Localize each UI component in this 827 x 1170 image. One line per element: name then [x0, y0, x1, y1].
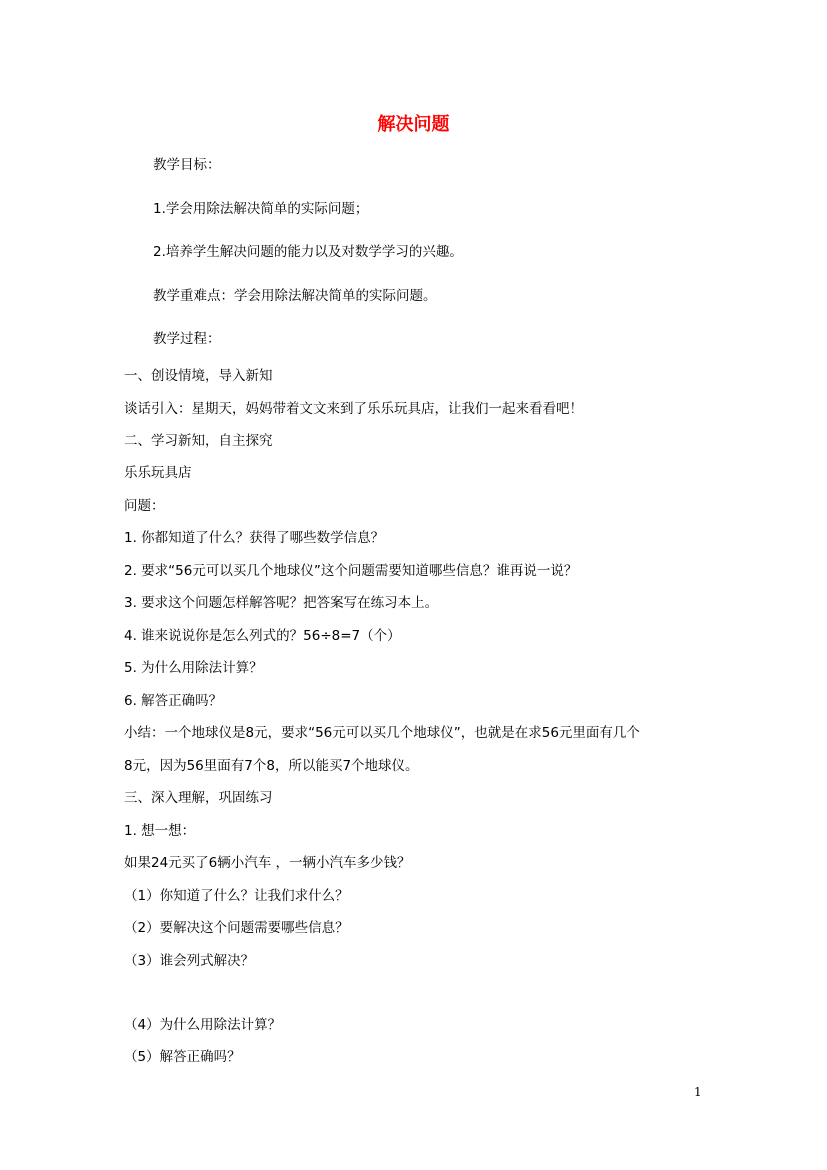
question-2: 2. 要求“56元可以买几个地球仪”这个问题需要知道哪些信息？谁再说一说？	[124, 563, 578, 579]
questions-label: 问题：	[124, 498, 165, 514]
question-4: 4. 谁来说说你是怎么列式的？56÷8=7（个）	[124, 628, 401, 644]
sub-question-5: （5）解答正确吗？	[124, 1049, 241, 1065]
practice-problem: 如果24元买了6辆小汽车 ，一辆小汽车多少钱？	[124, 855, 411, 871]
think-label: 1. 想一想：	[124, 823, 196, 839]
document-title: 解决问题	[377, 114, 450, 135]
summary-line-2: 8元，因为56里面有7个8，所以能买7个地球仪。	[124, 758, 419, 774]
page-number: 1	[694, 1085, 702, 1099]
objective-1: 1.学会用除法解决简单的实际问题；	[153, 201, 369, 217]
objectives-heading: 教学目标：	[153, 157, 221, 173]
summary-line-1: 小结：一个地球仪是8元，要求“56元可以买几个地球仪”，也就是在求56元里面有几个	[124, 725, 640, 741]
sub-question-3: （3）谁会列式解决？	[124, 953, 255, 969]
objective-2: 2.培养学生解决问题的能力以及对数学学习的兴趣。	[153, 244, 463, 260]
store-name: 乐乐玩具店	[124, 465, 192, 481]
question-1: 1. 你都知道了什么？获得了哪些数学信息？	[124, 530, 385, 546]
intro-paragraph: 谈话引入：星期天，妈妈带着文文来到了乐乐玩具店，让我们一起来看看吧！	[124, 401, 583, 417]
process-heading: 教学过程：	[153, 331, 221, 347]
question-6: 6. 解答正确吗？	[124, 693, 223, 709]
section-1-heading: 一、创设情境，导入新知	[124, 368, 273, 384]
sub-question-1: （1）你知道了什么？让我们求什么？	[124, 888, 349, 904]
question-3: 3. 要求这个问题怎样解答呢？把答案写在练习本上。	[124, 595, 439, 611]
sub-question-4: （4）为什么用除法计算？	[124, 1017, 282, 1033]
key-points: 教学重难点：学会用除法解决简单的实际问题。	[153, 288, 437, 304]
question-5: 5. 为什么用除法计算？	[124, 660, 263, 676]
section-2-heading: 二、学习新知，自主探究	[124, 433, 273, 449]
sub-question-2: （2）要解决这个问题需要哪些信息？	[124, 920, 349, 936]
section-3-heading: 三、深入理解，巩固练习	[124, 790, 273, 806]
